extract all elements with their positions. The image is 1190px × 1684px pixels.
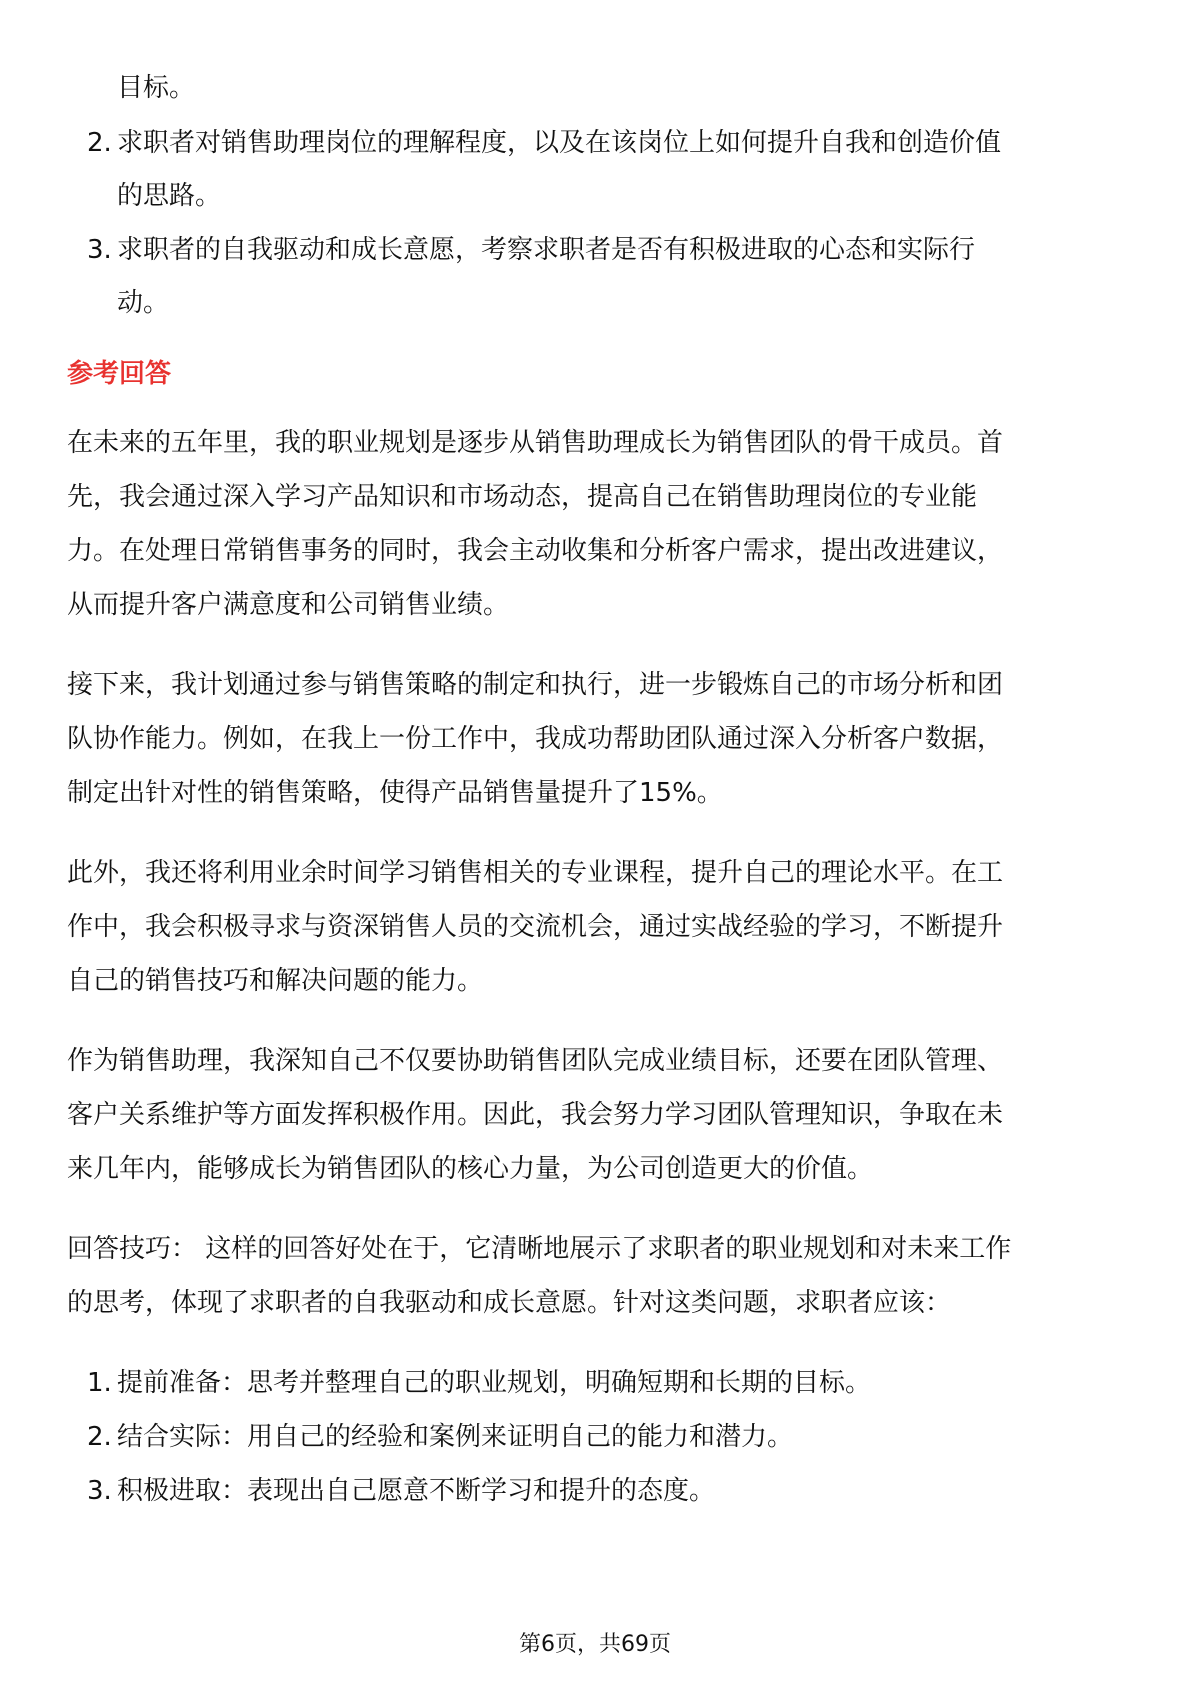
paragraph-line: 客户关系维护等方面发挥积极作用。因此，我会努力学习团队管理知识，争取在未 [67,1100,1004,1130]
paragraph-line: 来几年内，能够成长为销售团队的核心力量，为公司创造更大的价值。 [67,1154,874,1184]
paragraph-line: 回答技巧： 这样的回答好处在于，它清晰地展示了求职者的职业规划和对未来工作 [67,1234,1012,1264]
list-item-text: 动。 [117,288,170,318]
paragraph-line: 的思考，体现了求职者的自我驱动和成长意愿。针对这类问题，求职者应该： [67,1288,952,1318]
list-item-text: 求职者的自我驱动和成长意愿，考察求职者是否有积极进取的心态和实际行 [117,235,976,265]
list-number: 2. [87,1422,112,1452]
paragraph-line: 在未来的五年里，我的职业规划是逐步从销售助理成长为销售团队的骨干成员。首 [67,428,1004,458]
page-number-footer: 第6页，共69页 [519,1632,671,1657]
list-item-text: 结合实际：用自己的经验和案例来证明自己的能力和潜力。 [117,1422,794,1452]
list-number: 3. [87,235,112,265]
paragraph-line: 从而提升客户满意度和公司销售业绩。 [67,590,510,620]
list-number: 3. [87,1476,112,1506]
list-number: 1. [87,1368,112,1398]
paragraph-line: 先，我会通过深入学习产品知识和市场动态，提高自己在销售助理岗位的专业能 [67,482,978,512]
paragraph-line: 作中，我会积极寻求与资深销售人员的交流机会，通过实战经验的学习，不断提升 [67,912,1004,942]
list-item-text: 的思路。 [117,181,222,211]
list-number: 2. [87,128,112,158]
list-item-text: 积极进取：表现出自己愿意不断学习和提升的态度。 [117,1476,716,1506]
section-heading: 参考回答 [67,359,172,389]
list-item-text: 求职者对销售助理岗位的理解程度，以及在该岗位上如何提升自我和创造价值 [117,128,1002,158]
paragraph-line: 制定出针对性的销售策略，使得产品销售量提升了15%。 [67,778,723,808]
paragraph-line: 队协作能力。例如，在我上一份工作中，我成功帮助团队通过深入分析客户数据， [67,724,1004,754]
list-item-text: 提前准备：思考并整理自己的职业规划，明确短期和长期的目标。 [117,1368,872,1398]
paragraph-line: 作为销售助理，我深知自己不仅要协助销售团队完成业绩目标，还要在团队管理、 [67,1046,1004,1076]
paragraph-line: 接下来，我计划通过参与销售策略的制定和执行，进一步锻炼自己的市场分析和团 [67,670,1004,700]
paragraph-line: 力。在处理日常销售事务的同时，我会主动收集和分析客户需求，提出改进建议， [67,536,1004,566]
paragraph-line: 自己的销售技巧和解决问题的能力。 [67,966,484,996]
paragraph-line: 此外，我还将利用业余时间学习销售相关的专业课程，提升自己的理论水平。在工 [67,858,1004,888]
list-item-1-continuation: 目标。 [117,73,196,103]
